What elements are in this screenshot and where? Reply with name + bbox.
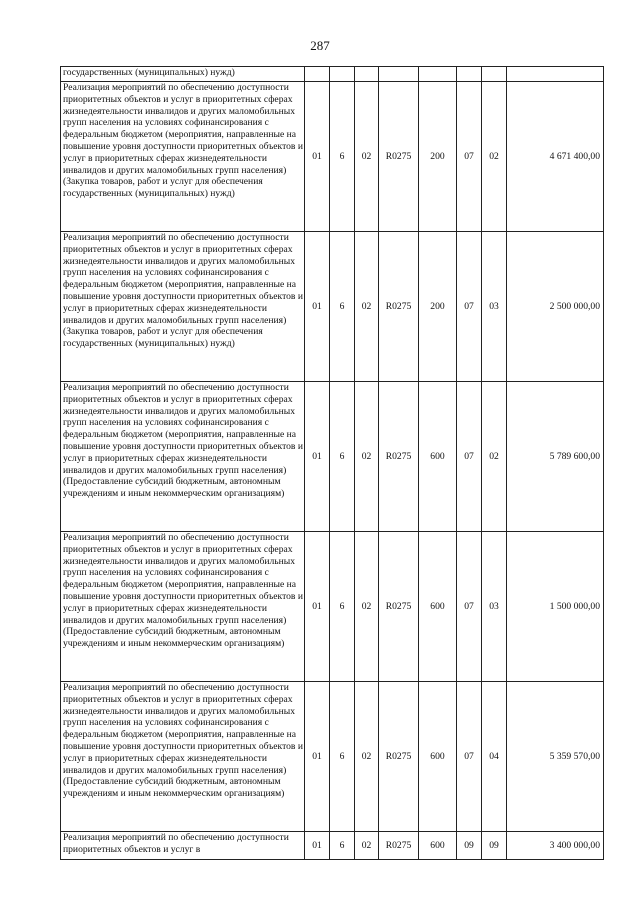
row-description: Реализация мероприятий по обеспечению доступности приоритетных объектов и услуг в приоритетных сферах жизнедеятельности инвалидов и других маломобильных групп населения на условиях софинансирования с федеральным бюджетом (мероприятия, направленные на повышение уровня доступности приоритетных объектов и услуг в приоритетных сферах жизнедеятельности инвалидов и других маломобильных групп населения) (Закупка товаров, работ и услуг для обеспечения государственных (муниципальных) нужд) xyxy=(61,82,305,232)
row-code-direction: R0275 xyxy=(379,382,419,532)
row-code-subsection: 09 xyxy=(482,832,507,860)
row-code-subprogram: 6 xyxy=(330,232,355,382)
row-code-event: 02 xyxy=(355,682,379,832)
row-description: Реализация мероприятий по обеспечению доступности приоритетных объектов и услуг в приоритетных сферах жизнедеятельности инвалидов и других маломобильных групп населения на условиях софинансирования с федеральным бюджетом (мероприятия, направленные на повышение уровня доступности приоритетных объектов и услуг в приоритетных сферах жизнедеятельности инвалидов и других маломобильных групп населения) (Предоставление субсидий бюджетным, автономным учреждениям и иным некоммерческим организациям) xyxy=(61,532,305,682)
table-row xyxy=(61,232,604,382)
empty-cell xyxy=(379,67,419,82)
row-code-program: 01 xyxy=(305,532,330,682)
row-code-event: 02 xyxy=(355,82,379,232)
row-amount: 1 500 000,00 xyxy=(507,532,604,682)
row-code-subprogram: 6 xyxy=(330,682,355,832)
row-code-expense-type: 600 xyxy=(419,682,457,832)
row-code-program: 01 xyxy=(305,682,330,832)
row-code-direction: R0275 xyxy=(379,682,419,832)
row-code-subsection: 03 xyxy=(482,532,507,682)
row-description: Реализация мероприятий по обеспечению доступности приоритетных объектов и услуг в xyxy=(61,832,305,860)
row-code-expense-type: 600 xyxy=(419,832,457,860)
empty-cell xyxy=(482,67,507,82)
row-code-direction: R0275 xyxy=(379,532,419,682)
row-code-program: 01 xyxy=(305,382,330,532)
table-row xyxy=(61,82,604,232)
row-amount: 5 359 570,00 xyxy=(507,682,604,832)
page-number: 287 xyxy=(310,38,330,53)
row-amount: 2 500 000,00 xyxy=(507,232,604,382)
budget-table xyxy=(60,66,604,860)
row-code-program: 01 xyxy=(305,832,330,860)
row-code-subprogram: 6 xyxy=(330,532,355,682)
row-code-subsection: 02 xyxy=(482,82,507,232)
empty-cell xyxy=(507,67,604,82)
row-code-section: 09 xyxy=(457,832,482,860)
row-code-section: 07 xyxy=(457,682,482,832)
row-code-subsection: 03 xyxy=(482,232,507,382)
row-code-event: 02 xyxy=(355,382,379,532)
row-code-event: 02 xyxy=(355,532,379,682)
row-code-subprogram: 6 xyxy=(330,82,355,232)
row-code-program: 01 xyxy=(305,232,330,382)
table-row xyxy=(61,832,604,860)
row-code-event: 02 xyxy=(355,832,379,860)
empty-cell xyxy=(355,67,379,82)
row-code-event: 02 xyxy=(355,232,379,382)
row-code-subsection: 02 xyxy=(482,382,507,532)
table-row xyxy=(61,532,604,682)
row-amount: 5 789 600,00 xyxy=(507,382,604,532)
row-description: Реализация мероприятий по обеспечению доступности приоритетных объектов и услуг в приоритетных сферах жизнедеятельности инвалидов и других маломобильных групп населения на условиях софинансирования с федеральным бюджетом (мероприятия, направленные на повышение уровня доступности приоритетных объектов и услуг в приоритетных сферах жизнедеятельности инвалидов и других маломобильных групп населения) (Закупка товаров, работ и услуг для обеспечения государственных (муниципальных) нужд) xyxy=(61,232,305,382)
row-code-direction: R0275 xyxy=(379,232,419,382)
budget-table-body xyxy=(61,67,604,860)
row-description: государственных (муниципальных) нужд) xyxy=(61,67,305,82)
row-code-section: 07 xyxy=(457,382,482,532)
row-amount: 3 400 000,00 xyxy=(507,832,604,860)
row-description: Реализация мероприятий по обеспечению доступности приоритетных объектов и услуг в приоритетных сферах жизнедеятельности инвалидов и других маломобильных групп населения на условиях софинансирования с федеральным бюджетом (мероприятия, направленные на повышение уровня доступности приоритетных объектов и услуг в приоритетных сферах жизнедеятельности инвалидов и других маломобильных групп населения) (Предоставление субсидий бюджетным, автономным учреждениям и иным некоммерческим организациям) xyxy=(61,682,305,832)
row-code-subsection: 04 xyxy=(482,682,507,832)
row-code-section: 07 xyxy=(457,82,482,232)
row-code-expense-type: 200 xyxy=(419,232,457,382)
row-code-expense-type: 600 xyxy=(419,382,457,532)
row-code-expense-type: 600 xyxy=(419,532,457,682)
row-code-direction: R0275 xyxy=(379,832,419,860)
table-row xyxy=(61,682,604,832)
table-row xyxy=(61,382,604,532)
row-description: Реализация мероприятий по обеспечению доступности приоритетных объектов и услуг в приоритетных сферах жизнедеятельности инвалидов и других маломобильных групп населения на условиях софинансирования с федеральным бюджетом (мероприятия, направленные на повышение уровня доступности приоритетных объектов и услуг в приоритетных сферах жизнедеятельности инвалидов и других маломобильных групп населения) (Предоставление субсидий бюджетным, автономным учреждениям и иным некоммерческим организациям) xyxy=(61,382,305,532)
row-code-direction: R0275 xyxy=(379,82,419,232)
empty-cell xyxy=(330,67,355,82)
empty-cell xyxy=(305,67,330,82)
row-amount: 4 671 400,00 xyxy=(507,82,604,232)
table-row-continuation xyxy=(61,67,604,82)
row-code-expense-type: 200 xyxy=(419,82,457,232)
empty-cell xyxy=(457,67,482,82)
row-code-section: 07 xyxy=(457,532,482,682)
row-code-program: 01 xyxy=(305,82,330,232)
row-code-subprogram: 6 xyxy=(330,832,355,860)
empty-cell xyxy=(419,67,457,82)
row-code-subprogram: 6 xyxy=(330,382,355,532)
row-code-section: 07 xyxy=(457,232,482,382)
